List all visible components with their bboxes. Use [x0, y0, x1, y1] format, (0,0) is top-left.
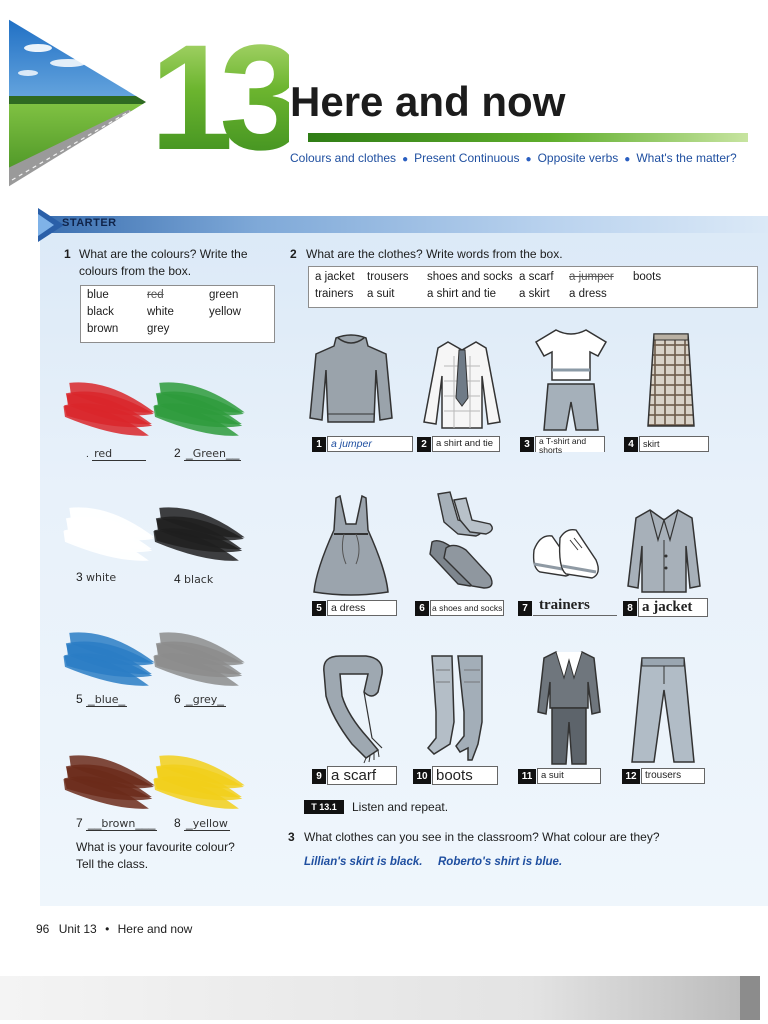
word: yellow	[209, 306, 241, 318]
shirt-and-tie-illustration	[420, 336, 504, 432]
word: shoes and socks	[427, 271, 513, 283]
scan-edge-shadow	[740, 976, 760, 1020]
boots-illustration	[424, 652, 494, 764]
clothes-label-5: a dress	[327, 600, 397, 616]
item-number: 4	[624, 437, 638, 452]
word: boots	[633, 271, 662, 283]
scan-edge-strip	[0, 976, 760, 1020]
answer-number: 3	[76, 570, 83, 584]
answer-text: yellow	[192, 817, 228, 830]
favourite-line: What is your favourite colour?	[76, 840, 235, 854]
dress-illustration	[310, 494, 392, 598]
example-sentence-2: Roberto's shirt is blue.	[438, 856, 563, 868]
word: brown	[87, 323, 119, 335]
word: a shirt and tie	[427, 288, 497, 300]
scarf-illustration	[312, 652, 394, 764]
q2-prompt: What are the clothes? Write words from the box.	[306, 247, 563, 261]
page-number: 96	[36, 922, 50, 936]
subtitle-item: Colours and clothes	[290, 151, 397, 165]
word: a dress	[569, 288, 607, 300]
favourite-line: Tell the class.	[76, 857, 149, 871]
page-footer	[36, 922, 192, 936]
jacket-illustration	[626, 506, 702, 594]
colour-answer-6: 6 _grey_	[174, 692, 224, 706]
jumper-illustration	[306, 330, 396, 430]
skirt-illustration	[640, 330, 700, 434]
bullet-icon: ●	[624, 154, 631, 165]
item-number: 2	[417, 437, 431, 452]
paint-swatch	[150, 503, 248, 566]
shoes-and-socks-illustration	[424, 490, 498, 596]
clothes-label-4: skirt	[639, 436, 709, 452]
footer-title: Here and now	[117, 922, 193, 936]
clothes-label-8: a jacket	[638, 598, 708, 617]
answer-text: Green	[192, 447, 227, 460]
unit-number: 13	[150, 13, 289, 181]
paint-swatch	[60, 751, 158, 810]
colour-answer-5: 5 _blue_	[76, 692, 126, 706]
item-number: 3	[520, 437, 534, 452]
q3-prompt: What clothes can you see in the classroom? What colour are they?	[304, 830, 660, 844]
subtitle-item: Present Continuous	[414, 151, 520, 165]
word: grey	[147, 323, 170, 335]
word: white	[147, 306, 174, 318]
item-number: 11	[518, 769, 536, 784]
paint-swatch	[150, 628, 248, 691]
bullet-icon: ●	[402, 154, 409, 165]
answer-text: black	[184, 573, 214, 586]
paint-swatch	[60, 380, 158, 441]
q1-prompt-line: colours from the box.	[79, 264, 192, 278]
item-number: 6	[415, 601, 429, 616]
item-number: 10	[413, 769, 431, 784]
item-number: 7	[518, 601, 532, 616]
word: a suit	[367, 288, 395, 300]
clothes-label-1: a jumper	[327, 436, 413, 452]
q3-number: 3	[288, 830, 295, 844]
answer-number: 2	[174, 446, 181, 460]
item-number: 9	[312, 769, 326, 784]
clothes-label-10: boots	[432, 766, 498, 785]
clothes-label-3: a T-shirt and shorts	[535, 436, 605, 452]
landscape-photo-triangle	[8, 18, 148, 193]
item-number: 12	[622, 769, 640, 784]
word: trainers	[315, 288, 354, 300]
example-sentence-1: Lillian's skirt is black.	[304, 856, 423, 868]
colour-answer-2: 2 _Green__	[174, 446, 240, 460]
unit-title: Here and now	[290, 78, 566, 125]
clothes-label-6: a shoes and socks	[430, 600, 504, 616]
word: a jacket	[315, 271, 355, 283]
clothes-label-2: a shirt and tie	[432, 436, 500, 452]
answer-text: white	[86, 571, 117, 584]
clothes-label-7: trainers	[533, 598, 617, 616]
word: black	[87, 306, 114, 318]
word: green	[209, 289, 239, 301]
paint-swatch	[150, 380, 248, 441]
favourite-colour-prompt	[76, 839, 235, 873]
q2-number: 2	[290, 247, 297, 261]
q2-word-box	[308, 266, 758, 308]
audio-track-badge[interactable]: T 13.1	[304, 800, 344, 814]
answer-text: grey	[192, 693, 218, 706]
paint-swatch	[60, 503, 158, 566]
q1-word-box	[80, 285, 275, 343]
word-crossed: a jumper	[569, 271, 614, 283]
word: blue	[87, 289, 109, 301]
q1-number: 1	[64, 247, 71, 261]
answer-number: 8	[174, 816, 181, 830]
q1-prompt-line: What are the colours? Write the	[79, 247, 248, 261]
answer-text: brown	[101, 817, 136, 830]
word: a skirt	[519, 288, 550, 300]
paint-swatch	[150, 751, 248, 810]
starter-bar	[40, 216, 768, 233]
trainers-illustration	[530, 520, 606, 592]
colour-answer-8: 8 _yellow	[174, 816, 228, 830]
answer-number: 5	[76, 692, 83, 706]
footer-unit: Unit 13	[58, 922, 97, 936]
subtitle-item: What's the matter?	[636, 151, 737, 165]
listen-instruction: Listen and repeat.	[352, 800, 449, 814]
paint-swatch	[60, 628, 158, 691]
word-crossed: red	[147, 289, 164, 301]
item-number: 5	[312, 601, 326, 616]
item-number: 8	[623, 601, 637, 616]
bullet-icon: •	[105, 922, 110, 936]
starter-arrow-icon	[38, 208, 64, 242]
unit-subtitle	[290, 151, 737, 165]
colour-answer-7: 7 __brown___	[76, 816, 156, 830]
trousers-illustration	[628, 654, 698, 766]
answer-text: red	[94, 447, 113, 460]
answer-number: 7	[76, 816, 83, 830]
clothes-label-9: a scarf	[327, 766, 397, 785]
bullet-icon: ●	[525, 154, 532, 165]
colour-answer-1: . red	[86, 446, 146, 460]
q1-prompt	[79, 246, 248, 280]
answer-number: 4	[174, 572, 181, 586]
subtitle-item: Opposite verbs	[537, 151, 619, 165]
colour-answer-4	[174, 572, 213, 586]
item-number: 1	[312, 437, 326, 452]
clothes-label-12: trousers	[641, 768, 705, 784]
colour-answer-3	[76, 570, 116, 584]
clothes-label-11: a suit	[537, 768, 601, 784]
answer-number: 6	[174, 692, 181, 706]
paint-swatches	[60, 380, 260, 810]
starter-label: STARTER	[62, 217, 117, 229]
suit-illustration	[536, 648, 602, 766]
word: trousers	[367, 271, 409, 283]
tshirt-and-shorts-illustration	[530, 326, 612, 436]
word: a scarf	[519, 271, 554, 283]
title-rule	[308, 133, 748, 142]
answer-text: blue	[94, 693, 119, 706]
